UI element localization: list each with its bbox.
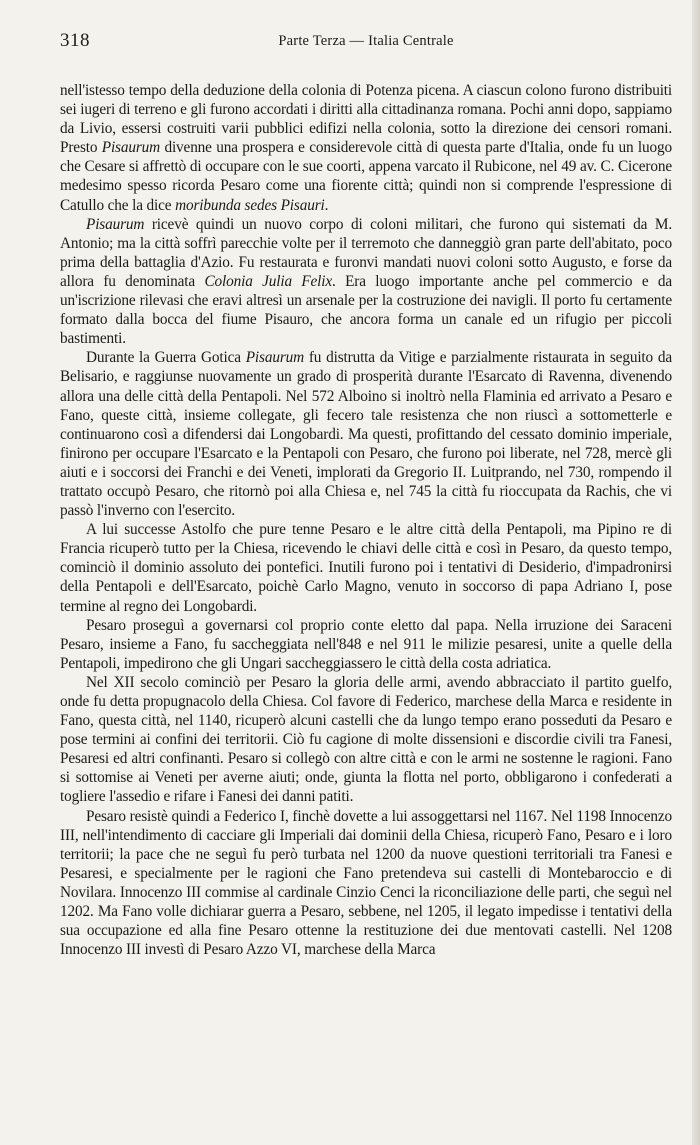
paragraph-2-italic-pisaurum: Pisaurum bbox=[86, 215, 145, 233]
paragraph-6: Nel XII secolo cominciò per Pesaro la gloria delle armi, avendo abbracciato il partito guelfo, onde fu detta propugnacolo della Chiesa. Col favore di Federico, marchese della Marca e residente in Fano, questa città, nel 1140, ricuperò alcuni castelli che da lungo tempo erano posseduti da Pesaro e pose termini ai confini dei territorii. Ciò fu cagione di molte dissensioni e discordie civili tra Fanesi, Pesaresi ed altri confinanti. Pesaro si collegò con altre città e con le armi ne sostenne le ragioni. Fano si sottomise ai Veneti per averne aiuti; onde, giunta la flotta nel porto, obbligarono i confederati a togliere l'assedio e rifare i Fanesi dei danni patiti. bbox=[60, 673, 672, 806]
paragraph-1-text-b: divenne una prospera e considerevole città di questa parte d'Italia, onde fu un luogo che Cesare si affrettò di occupare con le sue coorti, appena varcato il Rubicone, nel 49 av. C. Cicerone medesimo spesso ricorda Pesaro come una fiorente città; quindi non si comprende l'espressione di Catullo che la dice bbox=[60, 139, 672, 214]
paragraph-1-text-a: nell'istesso tempo della deduzione della colonia di Potenza picena. A ciascun colono furono distribuiti sei iugeri di terreno e gli furono accordati i diritti alla cittadinanza romana. Pochi anni dopo, sappiamo da Livio, essersi costruiti varii pubblici edifizi nella colonia, sotto la direzione dei censori romani. Presto bbox=[60, 82, 672, 157]
paragraph-2-italic-colonia: Colonia Julia Felix bbox=[204, 272, 333, 290]
paragraph-2-text-b: . Era luogo importante anche pel commercio e da un'iscrizione rilevasi che eravi altresì un arsenale per la costruzione dei navigli. Il porto fu certamente formato dalla bocca del fiume Pisauro, che ancora forma un canale ed un rifugio per piccoli bastimenti. bbox=[60, 272, 672, 348]
paragraph-3-italic-pisaurum: Pisaurum bbox=[245, 349, 305, 367]
page-header bbox=[60, 30, 672, 52]
paragraph-3-text-a: Durante la Guerra Gotica bbox=[86, 349, 246, 367]
paragraph-2 bbox=[60, 215, 672, 349]
running-title: Parte Terza — Italia Centrale bbox=[278, 33, 454, 49]
page-number: 318 bbox=[60, 30, 90, 51]
paragraph-5: Pesaro proseguì a governarsi col proprio conte eletto dal papa. Nella irruzione dei Saraceni Pesaro, insieme a Fano, fu saccheggiata nell'848 e nel 911 le milizie pesaresi, unite a quelle della Pentapoli, impedirono che gli Ungari saccheggiassero le città della costa adriatica. bbox=[60, 616, 672, 672]
page-edge-shadow bbox=[692, 0, 700, 1145]
paragraph-1-italic-quote: moribunda sedes Pisauri bbox=[175, 196, 325, 214]
paragraph-1-text-c: . bbox=[324, 196, 329, 214]
paragraph-4: A lui successe Astolfo che pure tenne Pesaro e le altre città della Pentapoli, ma Pipino re di Francia ricuperò tutto per la Chiesa, ricevendo le chiavi delle città e così in Pesaro, da questo tempo, cominciò il dominio assoluto dei pontefici. Inutili furono poi i tentativi di Desiderio, d'impadronirsi della Pentapoli e dell'Esarcato, poichè Carlo Magno, venuto in soccorso di papa Adriano I, pose termine al regno dei Longobardi. bbox=[60, 521, 672, 615]
paragraph-1-italic-pisaurum: Pisaurum bbox=[101, 139, 161, 157]
paragraph-2-text-a: ricevè quindi un nuovo corpo di coloni militari, che furono qui sistemati da M. Antonio; ma la città soffrì parecchie volte per il terremoto che danneggiò gran parte dell'abitato, poco prima della battaglia d'Azio. Fu restaurata e furonvi mandati nuovi coloni sotto Augusto, e forse da allora fu denominata bbox=[60, 215, 672, 290]
paragraph-1 bbox=[60, 81, 672, 215]
paragraph-3-text-b: fu distrutta da Vitige e parzialmente ristaurata in seguito da Belisario, e raggiunse nuovamente un grado di prosperità durante l'Esarcato di Ravenna, divenendo allora una delle città della Pentapoli. Nel 572 Alboino si inoltrò nella Flaminia ed arrivato a Pesaro e Fano, queste città, insieme collegate, gli fecero tale resistenza che non riuscì a sottometterle e continuarono così a difendersi dai Longobardi. Ma questi, profittando del cessato dominio imperiale, finirono per occupare l'Esarcato e la Pentapoli con Pesaro, che furono poi liberate, nel 728, mercè gli aiuti e i soccorsi dei Franchi e dei Veneti, implorati da Gregorio II. Luitprando, nel 730, rompendo il trattato occupò Pesaro, che ritornò poi alla Chiesa e, nel 745 la città fu rioccupata da Rachis, che vi passò l'inverno con l'esercito. bbox=[60, 349, 672, 520]
paragraph-3 bbox=[60, 348, 672, 520]
paragraph-7: Pesaro resistè quindi a Federico I, finchè dovette a lui assoggettarsi nel 1167. Nel 1198 Innocenzo III, nell'intendimento di cacciare gli Imperiali dai dominii della Chiesa, ricuperò Fano, Pesaro e i loro territorii; la pace che ne seguì fu però turbata nel 1200 da nuove questioni territoriali tra Fanesi e Pesaresi, e specialmente per le ragioni che Fano pretendeva sui castelli di Montebaroccio e di Novilara. Innocenzo III commise al cardinale Cinzio Cenci la riconciliazione delle parti, che seguì nel 1202. Ma Fano volle dichiarar guerra a Pesaro, sebbene, nel 1205, il legato impedisse i tentativi della sua occupazione ed alla fine Pesaro ottenne la restituzione dei due mentovati castelli. Nel 1208 Innocenzo III investì di Pesaro Azzo VI, marchese della Marca bbox=[60, 807, 672, 959]
body-text bbox=[60, 81, 672, 959]
